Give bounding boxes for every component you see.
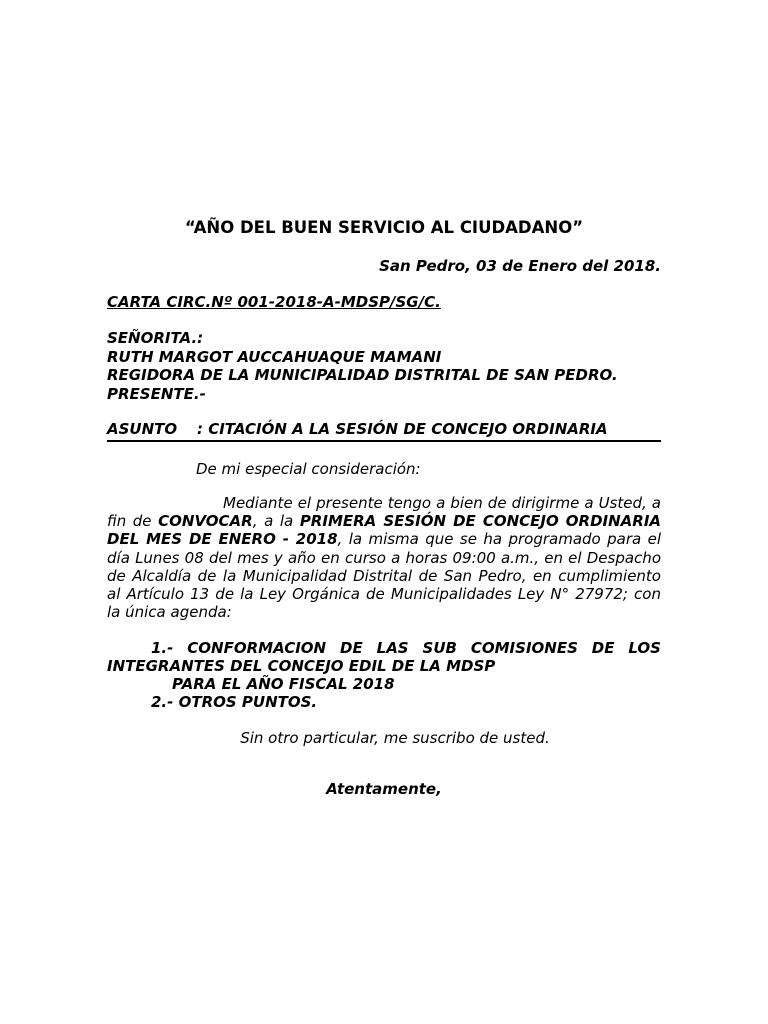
year-title: “AÑO DEL BUEN SERVICIO AL CIUDADANO” <box>184 218 584 237</box>
closing-line: Sin otro particular, me suscribo de usted. <box>240 729 550 747</box>
subject-label: ASUNTO <box>107 420 178 438</box>
agenda-item-2: 2.- OTROS PUNTOS. <box>151 693 318 711</box>
agenda-item-1 <box>107 639 661 675</box>
agenda-item-1-text: 1.- CONFORMACION DE LAS SUB COMISIONES DE LOS INTEGRANTES DEL CONCEJO EDIL DE LA MDSP <box>107 639 661 676</box>
body-paragraph <box>107 494 661 621</box>
body-part1: Mediante el presente tengo a bien de dirigirme a Usted, a fin de <box>107 494 661 531</box>
body-session: PRIMERA SESIÓN DE CONCEJO ORDINARIA DEL MES DE ENERO - 2018 <box>107 512 662 549</box>
recipient-name: RUTH MARGOT AUCCAHUAQUE MAMANI <box>107 347 442 366</box>
body-convocar: CONVOCAR <box>158 512 253 531</box>
greeting: De mi especial consideración: <box>196 460 421 478</box>
body-part2: , a la <box>252 512 300 531</box>
subject-text: : CITACIÓN A LA SESIÓN DE CONCEJO ORDINARIA <box>197 420 608 438</box>
date-line: San Pedro, 03 de Enero del 2018. <box>379 257 661 275</box>
agenda-item-1-continuation: PARA EL AÑO FISCAL 2018 <box>172 675 395 693</box>
circular-reference: CARTA CIRC.Nº 001-2018-A-MDSP/SG/C. <box>107 293 441 311</box>
recipient-presente: PRESENTE.- <box>107 384 206 403</box>
subject-line <box>107 420 661 442</box>
recipient-block <box>107 329 618 403</box>
body-part3: , la misma que se ha programado para el día Lunes 08 del mes y año en curso a horas 09:00 a.m., en el Despacho de Alcaldía de la Municipalidad Distrital de San Pedro, en cumplimiento al Artículo 13 de la Ley Orgánica de Municipalidades Ley N° 27972; con la única agenda: <box>107 530 661 622</box>
recipient-role: REGIDORA DE LA MUNICIPALIDAD DISTRITAL DE SAN PEDRO. <box>107 366 618 384</box>
recipient-salutation: SEÑORITA.: <box>107 329 204 347</box>
sign-off: Atentamente, <box>326 780 442 798</box>
